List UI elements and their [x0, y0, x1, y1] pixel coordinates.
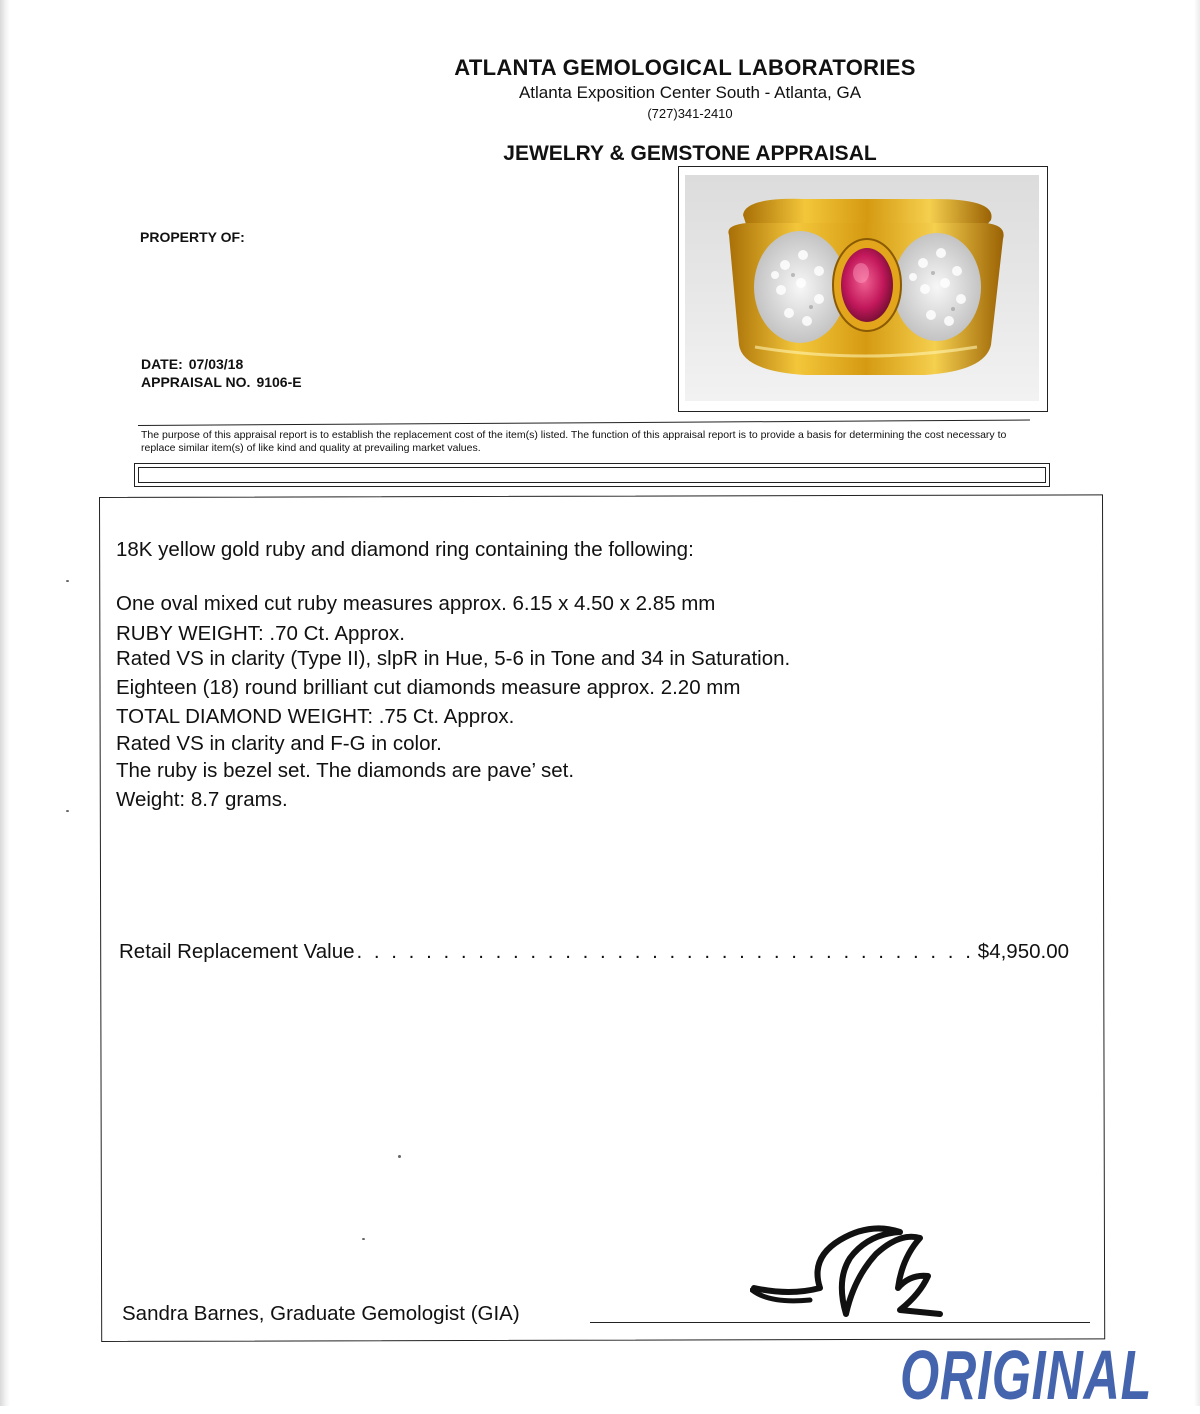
appraisal-number-label: APPRAISAL NO. [141, 374, 251, 390]
handwritten-signature [750, 1218, 950, 1333]
date-value: 07/03/18 [188, 356, 244, 372]
lab-name: ATLANTA GEMOLOGICAL LABORATORIES [454, 55, 916, 80]
item-intro: 18K yellow gold ruby and diamond ring containing the following: [116, 538, 694, 561]
item-line: RUBY WEIGHT: .70 Ct. Approx. [116, 622, 405, 645]
scan-speck [66, 580, 69, 582]
item-line: Weight: 8.7 grams. [116, 788, 288, 811]
signature-line [590, 1322, 1090, 1323]
item-line: Eighteen (18) round brilliant cut diamonds measure approx. 2.20 mm [116, 676, 741, 699]
lab-address: Atlanta Exposition Center South - Atlanta, GA [518, 83, 862, 102]
appraisal-number-row [141, 374, 302, 390]
ring-illustration [685, 175, 1039, 401]
item-line: Rated VS in clarity (Type II), slpR in Hue, 5-6 in Tone and 34 in Saturation. [116, 647, 791, 670]
scan-edge-right [1194, 0, 1200, 1406]
date-row [141, 356, 243, 372]
scan-speck [398, 1155, 401, 1158]
item-line: Rated VS in clarity and F-G in color. [116, 732, 442, 755]
double-rule-box [134, 463, 1050, 487]
appraisal-number-value: 9106-E [256, 374, 302, 390]
scan-edge-left [0, 0, 10, 1406]
scan-speck [66, 810, 69, 812]
scan-speck [362, 1238, 365, 1240]
ring-photo [678, 166, 1048, 412]
dot-leader [357, 940, 970, 964]
lab-phone: (727)341-2410 [647, 106, 733, 121]
purpose-statement: The purpose of this appraisal report is to establish the replacement cost of the item(s) listed. The function of this appraisal report is to provide a basis for determining the cost necessary to replace similar item(s) of like kind and quality at prevailing market values. [141, 429, 1007, 454]
signer-name: Sandra Barnes, Graduate Gemologist (GIA) [122, 1302, 520, 1325]
original-stamp: ORIGINAL [900, 1336, 1153, 1414]
retail-value-row [119, 940, 1069, 964]
property-of-label: PROPERTY OF: [140, 229, 245, 245]
item-line: TOTAL DIAMOND WEIGHT: .75 Ct. Approx. [116, 705, 515, 728]
purpose-divider [138, 420, 1030, 426]
document-title: JEWELRY & GEMSTONE APPRAISAL [503, 142, 877, 165]
date-label: DATE: [141, 356, 183, 372]
item-line: The ruby is bezel set. The diamonds are pave’ set. [116, 759, 575, 782]
retail-value-label: Retail Replacement Value [119, 940, 355, 963]
item-line: One oval mixed cut ruby measures approx. 6.15 x 4.50 x 2.85 mm [116, 592, 716, 615]
retail-value-amount: $4,950.00 [977, 940, 1069, 963]
